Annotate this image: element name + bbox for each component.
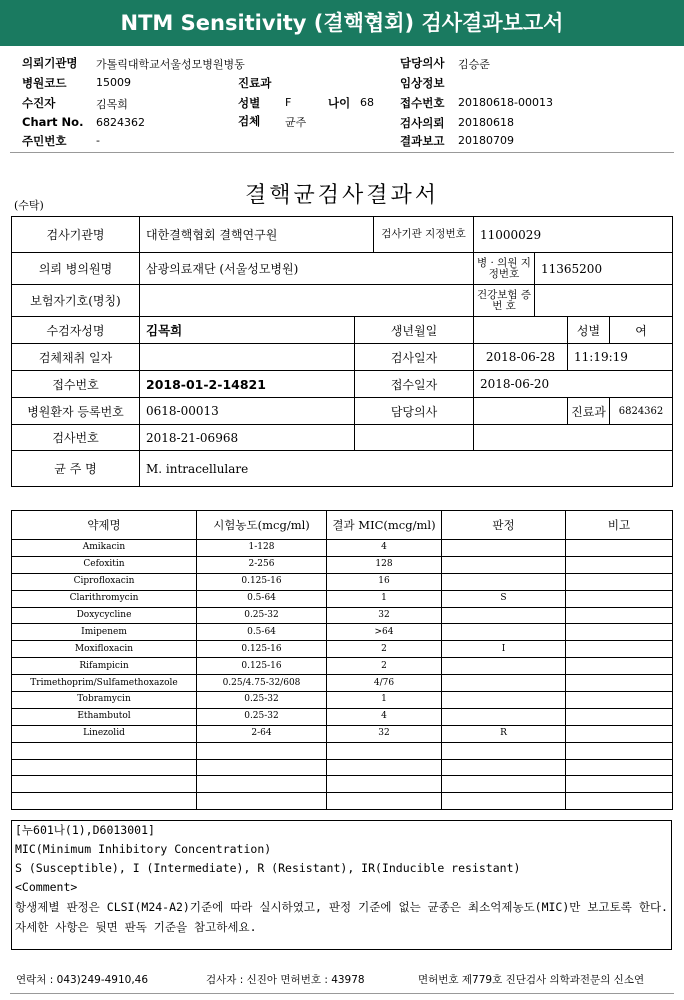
age-value: 68	[360, 96, 374, 109]
recipient-value: 김목희	[96, 98, 128, 111]
doctor-value: 김승준	[458, 58, 490, 71]
mic-cell	[327, 776, 442, 793]
drug-name-cell: Ciprofloxacin	[12, 573, 197, 590]
test-code: [누601나(1),D6013001]	[15, 823, 155, 837]
mic-definition: MIC(Minimum Inhibitory Concentration)	[15, 842, 272, 856]
drug-name-cell: Imipenem	[12, 624, 197, 641]
drug-name-cell: Trimethoprim/Sulfamethoxazole	[12, 675, 197, 692]
table-row	[12, 708, 673, 725]
interpretation-cell	[442, 708, 566, 725]
reception-number-label: 접수번호	[12, 371, 140, 398]
lab-label: 검사기관명	[12, 217, 140, 253]
test-time-value: 11:19:19	[568, 344, 673, 371]
comment-label: <Comment>	[15, 880, 78, 894]
drug-name-cell: Cefoxitin	[12, 556, 197, 573]
collection-date-value	[140, 344, 355, 371]
clinical-label: 임상정보	[400, 76, 445, 90]
reception-number-value: 2018-01-2-14821	[140, 371, 355, 398]
interpretation-cell	[442, 540, 566, 557]
accession-value: 20180618-00013	[458, 96, 553, 109]
specimen-label: 검체	[238, 114, 261, 128]
organism-value: M. intracellulare	[140, 451, 673, 487]
table-row	[12, 590, 673, 607]
drug-name-cell: Tobramycin	[12, 692, 197, 709]
hospital-code-label: 병 · 의원 지정번호	[474, 253, 535, 285]
reception-date-label: 접수일자	[355, 371, 474, 398]
concentration-cell: 0.25-32	[197, 692, 327, 709]
test-date-value: 2018-06-28	[474, 344, 568, 371]
interpretation-cell	[442, 759, 566, 776]
footer	[0, 970, 684, 990]
table-row	[12, 742, 673, 759]
interpretation-cell	[442, 573, 566, 590]
dob-value	[474, 317, 568, 344]
mic-cell: 1	[327, 590, 442, 607]
sex-label: 성별	[238, 96, 261, 110]
institution-label: 의뢰기관명	[22, 56, 78, 70]
remarks-cell	[566, 556, 673, 573]
report-value: 20180709	[458, 134, 514, 147]
concentration-cell: 0.125-16	[197, 573, 327, 590]
concentration-cell: 0.25-32	[197, 607, 327, 624]
drug-name-cell	[12, 776, 197, 793]
drug-susceptibility-table	[11, 510, 673, 810]
mic-cell	[327, 742, 442, 759]
contact-info: 연락처 : 043)249-4910,46	[16, 974, 149, 986]
mic-cell: 1	[327, 692, 442, 709]
mic-cell: 4	[327, 540, 442, 557]
interpretation-cell	[442, 692, 566, 709]
organism-label: 균 주 명	[12, 451, 140, 487]
mic-cell	[327, 793, 442, 810]
insurer-label: 보험자기호(명칭)	[12, 285, 140, 317]
interpretation-cell	[442, 624, 566, 641]
mic-cell: >64	[327, 624, 442, 641]
footer-divider	[10, 993, 674, 994]
report-label: 결과보고	[400, 134, 445, 148]
hospital-code-label: 병원코드	[22, 76, 67, 90]
remarks-cell	[566, 675, 673, 692]
mic-cell: 32	[327, 725, 442, 742]
table-row	[12, 607, 673, 624]
drug-name-cell: Doxycycline	[12, 607, 197, 624]
mic-cell	[327, 759, 442, 776]
concentration-cell: 0.5-64	[197, 624, 327, 641]
comment-text: 항생제별 판정은 CLSI(M24-A2)기준에 따라 실시하였고, 판정 기준에 없는 균종은 최소억제농도(MIC)만 보고토록 한다. 자세한 사항은 뒷면 판독 기준을 참고하세요.	[15, 900, 668, 934]
report-title-bar: NTM Sensitivity (결핵협회) 검사결과보고서	[0, 0, 684, 46]
remarks-cell	[566, 590, 673, 607]
concentration-cell: 0.5-64	[197, 590, 327, 607]
table-row	[12, 776, 673, 793]
reception-date-value: 2018-06-20	[474, 371, 673, 398]
chart-label: Chart No.	[22, 115, 84, 129]
table-row	[12, 725, 673, 742]
drug-name-cell: Linezolid	[12, 725, 197, 742]
remarks-cell	[566, 540, 673, 557]
document-title: 결핵균검사결과서	[244, 183, 440, 208]
lab-code-label: 검사기관 지정번호	[374, 217, 474, 253]
interpretation-cell	[442, 607, 566, 624]
concentration-cell: 0.25/4.75-32/608	[197, 675, 327, 692]
concentration-cell: 0.25-32	[197, 708, 327, 725]
attending-doctor-label: 담당의사	[355, 398, 474, 425]
hospital-reg-value: 0618-00013	[140, 398, 355, 425]
remarks-cell	[566, 607, 673, 624]
concentration-cell: 0.125-16	[197, 658, 327, 675]
chart-value: 6824362	[96, 116, 145, 129]
test-info-table	[11, 216, 673, 487]
table-row	[12, 641, 673, 658]
collection-date-label: 검체채취 일자	[12, 344, 140, 371]
test-number-blank	[355, 425, 474, 451]
remarks-cell	[566, 725, 673, 742]
patient-header	[0, 50, 684, 152]
remarks-cell	[566, 573, 673, 590]
mic-cell: 4	[327, 708, 442, 725]
interpretation-cell	[442, 675, 566, 692]
concentration-cell: 0.125-16	[197, 641, 327, 658]
attending-doctor-value	[474, 398, 568, 425]
insurer-value	[140, 285, 474, 317]
resident-label: 주민번호	[22, 134, 67, 148]
sex-value: F	[285, 96, 292, 109]
mic-cell: 4/76	[327, 675, 442, 692]
concentration-cell: 2-64	[197, 725, 327, 742]
remarks-cell	[566, 641, 673, 658]
table-row	[12, 692, 673, 709]
remarks-cell	[566, 742, 673, 759]
test-number-blank-right	[474, 425, 673, 451]
drug-name-cell: Clarithromycin	[12, 590, 197, 607]
interpretation-cell: R	[442, 725, 566, 742]
recipient-label: 수진자	[22, 96, 56, 110]
hospital-reg-label: 병원환자 등록번호	[12, 398, 140, 425]
col-interpretation: 판정	[442, 511, 566, 540]
mic-cell: 2	[327, 658, 442, 675]
col-mic-result: 결과 MIC(mcg/ml)	[327, 511, 442, 540]
remarks-cell	[566, 692, 673, 709]
clinic-value: 6824362	[610, 398, 673, 425]
insurance-number-label: 건강보험 증 번 호	[474, 285, 535, 317]
age-label: 나이	[328, 96, 351, 110]
table-row	[12, 793, 673, 810]
table-row	[12, 675, 673, 692]
request-label: 검사의뢰	[400, 116, 445, 130]
table-row	[12, 759, 673, 776]
mic-cell: 32	[327, 607, 442, 624]
concentration-cell	[197, 759, 327, 776]
lab-code-value: 11000029	[474, 217, 673, 253]
drug-name-cell: Moxifloxacin	[12, 641, 197, 658]
license-info: 면허번호 제779호 진단검사 의학과전문의 신소연	[418, 974, 645, 986]
drug-name-cell: Rifampicin	[12, 658, 197, 675]
interpretation-cell	[442, 742, 566, 759]
clinic-label: 진료과	[568, 398, 610, 425]
test-number-value: 2018-21-06968	[140, 425, 355, 451]
test-date-label: 검사일자	[355, 344, 474, 371]
insurance-number-value	[535, 285, 673, 317]
remarks-cell	[566, 624, 673, 641]
institution-value: 가톨릭대학교서울성모병원병동	[96, 58, 245, 71]
mic-cell: 2	[327, 641, 442, 658]
request-value: 20180618	[458, 116, 514, 129]
dept-label: 진료과	[238, 76, 272, 90]
test-number-label: 검사번호	[12, 425, 140, 451]
col-remarks: 비고	[566, 511, 673, 540]
remarks-cell	[566, 759, 673, 776]
specimen-value: 균주	[285, 116, 307, 129]
resident-value: -	[96, 134, 100, 147]
drug-name-cell	[12, 759, 197, 776]
drug-name-cell	[12, 742, 197, 759]
remarks-cell	[566, 793, 673, 810]
table-row	[12, 624, 673, 641]
drug-name-cell: Ethambutol	[12, 708, 197, 725]
header-divider	[10, 152, 674, 153]
dob-label: 생년월일	[355, 317, 474, 344]
table-row	[12, 556, 673, 573]
comment-box	[11, 820, 672, 950]
concentration-cell	[197, 793, 327, 810]
interpretation-cell	[442, 556, 566, 573]
concentration-cell	[197, 776, 327, 793]
interpretation-cell: S	[442, 590, 566, 607]
doctor-label: 담당의사	[400, 56, 445, 70]
interpretation-cell: I	[442, 641, 566, 658]
hospital-code-value: 11365200	[535, 253, 673, 285]
concentration-cell: 1-128	[197, 540, 327, 557]
patient-name-value: 김목희	[140, 317, 355, 344]
drug-name-cell	[12, 793, 197, 810]
concentration-cell	[197, 742, 327, 759]
remarks-cell	[566, 658, 673, 675]
tester-info: 검사자 : 신진아 면허번호 : 43978	[206, 974, 365, 986]
accession-label: 접수번호	[400, 96, 445, 110]
table-row	[12, 573, 673, 590]
consignment-label: (수탁)	[14, 199, 44, 212]
interpretation-cell	[442, 793, 566, 810]
concentration-cell: 2-256	[197, 556, 327, 573]
sex-label-cell: 성별	[568, 317, 610, 344]
mic-cell: 16	[327, 573, 442, 590]
drug-name-cell: Amikacin	[12, 540, 197, 557]
interpretation-cell	[442, 658, 566, 675]
table-row	[12, 658, 673, 675]
interpretation-cell	[442, 776, 566, 793]
patient-name-label: 수검자성명	[12, 317, 140, 344]
referring-hospital-label: 의뢰 병의원명	[12, 253, 140, 285]
lab-value: 대한결핵협회 결핵연구원	[140, 217, 374, 253]
table-row	[12, 540, 673, 557]
col-test-concentration: 시험농도(mcg/ml)	[197, 511, 327, 540]
remarks-cell	[566, 708, 673, 725]
remarks-cell	[566, 776, 673, 793]
hospital-code-value: 15009	[96, 76, 131, 89]
col-drug-name: 약제명	[12, 511, 197, 540]
referring-hospital-value: 삼광의료재단 (서울성모병원)	[140, 253, 474, 285]
interpretation-legend: S (Susceptible), I (Intermediate), R (Resistant), IR(Inducible resistant)	[15, 861, 521, 875]
mic-cell: 128	[327, 556, 442, 573]
sex-value-cell: 여	[610, 317, 673, 344]
